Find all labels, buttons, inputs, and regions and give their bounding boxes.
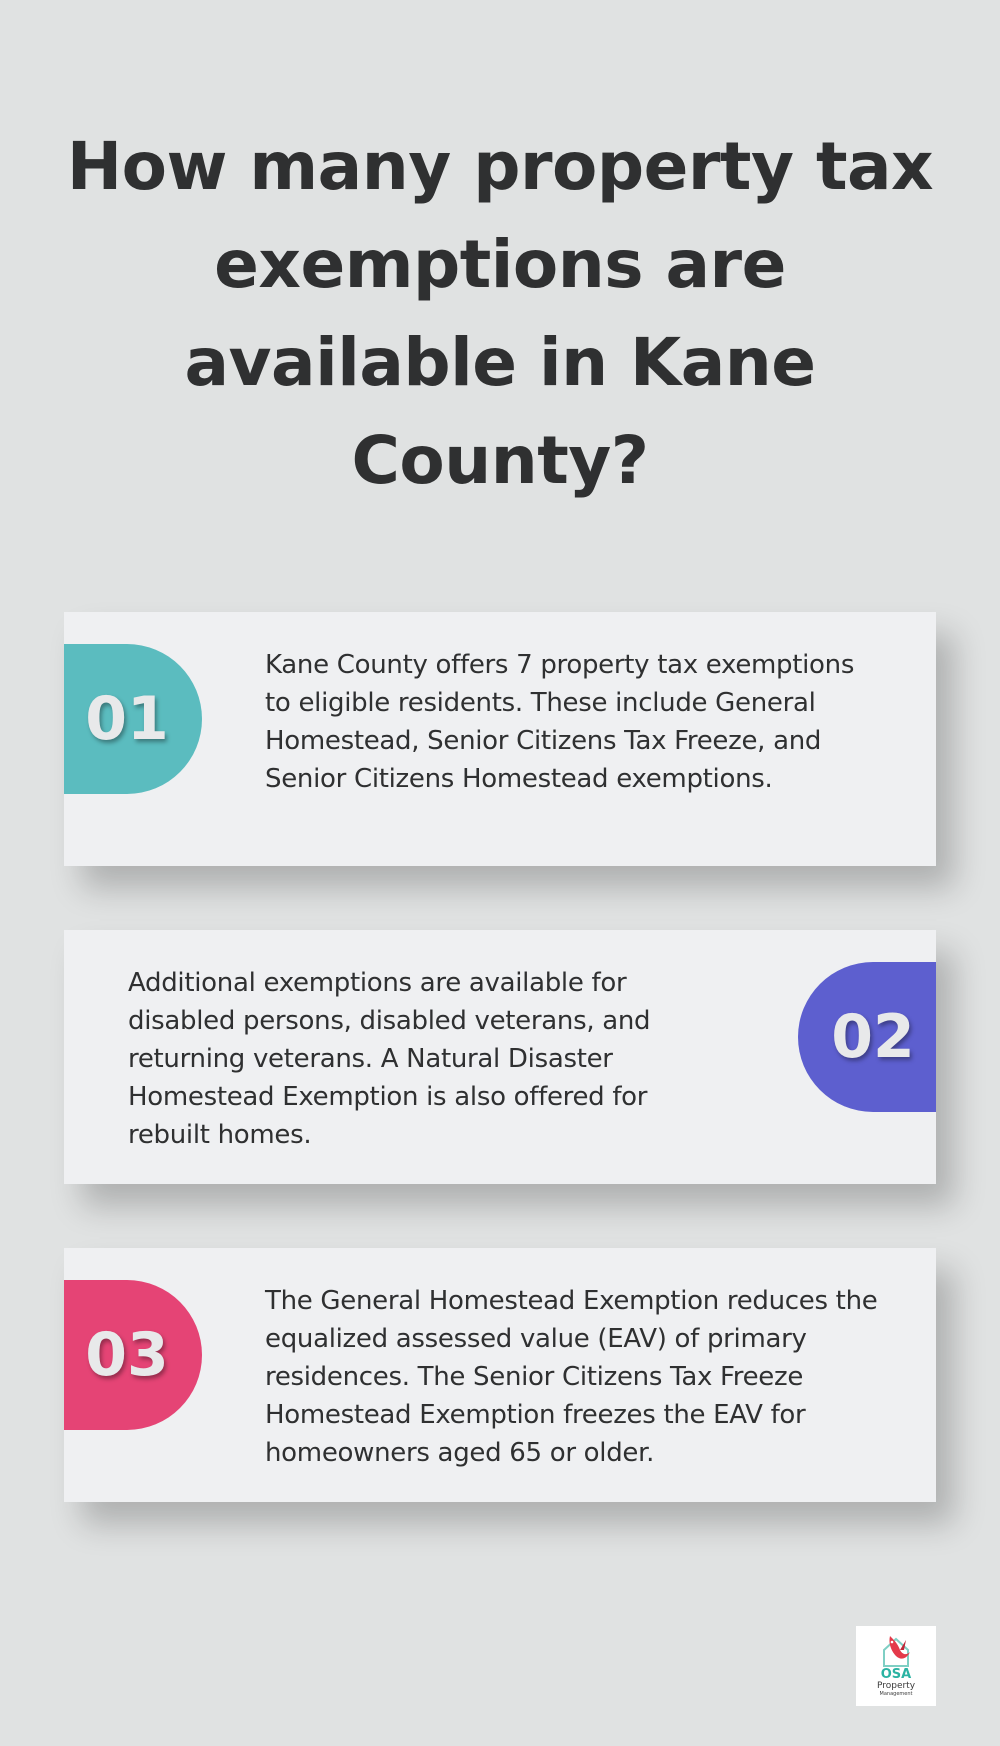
exemption-card-2 (64, 930, 936, 1184)
card-description: Additional exemptions are available for disabled persons, disabled veterans, and returning veterans. A Natural Disaster Homestead Exemption is also offered for rebuilt homes. (128, 968, 651, 1150)
step-number-badge: 01 (64, 644, 202, 794)
exemption-card-1 (64, 612, 936, 866)
logo-brand-text: OSA (880, 1667, 912, 1682)
page-title: How many property tax exemptions are available in Kane County? (66, 128, 934, 499)
logo-subtitle: Property (876, 1681, 916, 1691)
bird-house-icon (876, 1630, 916, 1670)
card-description: Kane County offers 7 property tax exemptions to eligible residents. These include General Homestead, Senior Citizens Tax Freeze, and Senior Citizens Homestead exemptions. (265, 650, 855, 794)
exemption-card-3 (64, 1248, 936, 1502)
step-number-badge: 03 (64, 1280, 202, 1430)
logo-subtitle-small: Management (879, 1691, 913, 1697)
step-number-badge: 02 (798, 962, 936, 1112)
card-description: The General Homestead Exemption reduces the equalized assessed value (EAV) of primary residences. The Senior Citizens Tax Freeze Homestead Exemption freezes the EAV for homeowners aged 65 or older. (265, 1286, 878, 1468)
company-logo (856, 1626, 936, 1706)
